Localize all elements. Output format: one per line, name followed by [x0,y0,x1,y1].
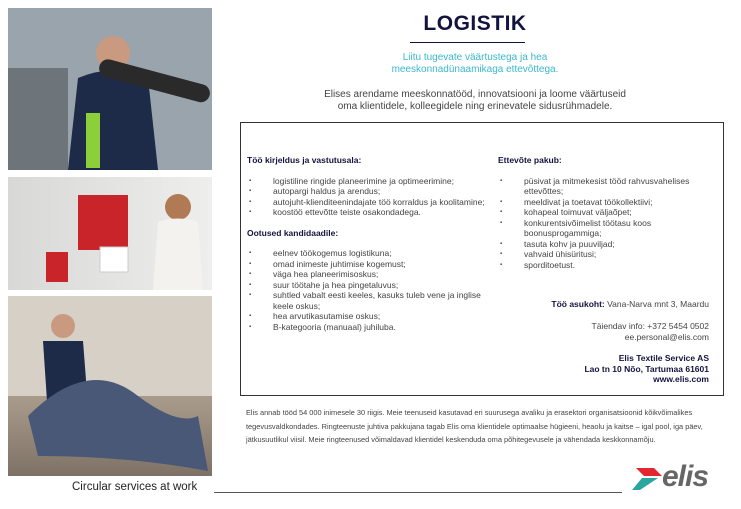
page-title: LOGISTIK [423,12,527,35]
about-company: Elis annab tööd 54 000 inimesele 30 riigis. Meie teenuseid kasutavad eri suurusega avaliku ja erasektori organisatsioonid kõikvõimalikes tegevusvaldkondades. Ringteenuste juhtiva pakkujana tagab Elis oma klientidele optimaalse hügieeni, heaolu ja kaitse – igal pool, iga päev, jätkusuutlikul viisil. Meie ringteenused võimaldavad klientidel keskenduda oma põhitegevusele ja vähendada keskkonnamõju. [246,408,703,444]
location-value: Vana-Narva mnt 3, Maardu [604,299,709,309]
location-label: Töö asukoht: [551,299,605,309]
list-item: ▪ koostöö ettevõtte teiste osakondadega. [247,207,487,218]
logo-text: elis [662,460,709,493]
contact [592,321,709,342]
list-item: ▪ eelnev töökogemus logistikuna; [247,248,487,259]
duties-list [247,176,487,218]
offers-heading: Ettevõte pakub: [498,155,562,165]
photo-worker-laying-mat [8,296,212,476]
list-item: ▪ väga hea planeerimisoskus; [247,269,487,280]
intro-line: Elises arendame meeskonnatööd, innovatsiooni ja loome väärtuseid [324,89,626,100]
duties-heading: Töö kirjeldus ja vastutusala: [247,155,362,165]
expectations-list [247,248,487,332]
company-info [584,353,709,385]
location [551,299,709,310]
contact-email[interactable]: ee.personal@elis.com [624,331,709,342]
company-address: Lao tn 10 Nõo, Tartumaa 61601 [584,363,709,374]
offers-list [498,176,718,271]
right-column [498,155,718,280]
list-item: ▪ omad inimeste juhtimise kogemust; [247,259,487,270]
list-item: ▪ püsivat ja mitmekesist tööd rahvusvahelises ettevõttes; [498,176,718,197]
list-item: ▪ suur töötahe ja hea pingetaluvus; [247,280,487,291]
list-item: ▪ B-kategooria (manuaal) juhiluba. [247,322,487,333]
list-item: ▪ meeldivat ja toetavat töökollektiivi; [498,197,718,208]
intro [290,89,660,113]
list-item: ▪ sporditoetust. [498,260,718,271]
footer-slogan: Circular services at work [72,481,198,493]
job-details-box [240,122,724,396]
list-item: ▪ kohapeal toimuvat väljaõpet; [498,207,718,218]
list-item: ▪ tasuta kohv ja puuviljad; [498,239,718,250]
list-item: ▪ konkurentsivõimelist töötasu koos boonusprogammiga; [498,218,718,239]
company-name: Elis Textile Service AS [618,353,709,363]
list-item: ▪ suhtled vabalt eesti keeles, kasuks tuleb vene ja inglise keele oskus; [247,290,487,311]
contact-phone: Täiendav info: +372 5454 0502 [591,321,709,331]
left-column [247,155,487,342]
company-website[interactable]: www.elis.com [653,374,709,384]
list-item: ▪ autojuht-klienditeenindajate töö korraldus ja koolitamine; [247,197,487,208]
list-item: ▪ autopargi haldus ja arendus; [247,186,487,197]
elis-logo-icon [632,464,666,494]
photo-towel-dispenser [8,177,212,290]
title-divider [410,42,525,43]
expectations-heading: Ootused kandidaadile: [247,227,339,238]
list-item: ▪ logistiline ringide planeerimine ja optimeerimine; [247,176,487,187]
list-item: ▪ vahvaid ühisüritusi; [498,249,718,260]
subtitle [330,52,620,76]
intro-line: oma klientidele, kolleegidele ning erinevatele sidusrühmadele. [337,101,613,112]
list-item: ▪ hea arvutikasutamise oskus; [247,311,487,322]
elis-logo [632,460,722,494]
footer-divider [214,492,622,493]
subtitle-line: Liitu tugevate väärtustega ja hea [402,52,548,63]
photo-worker-with-mat [8,8,212,170]
subtitle-line: meeskonnadünaamikaga ettevõttega. [391,64,559,75]
